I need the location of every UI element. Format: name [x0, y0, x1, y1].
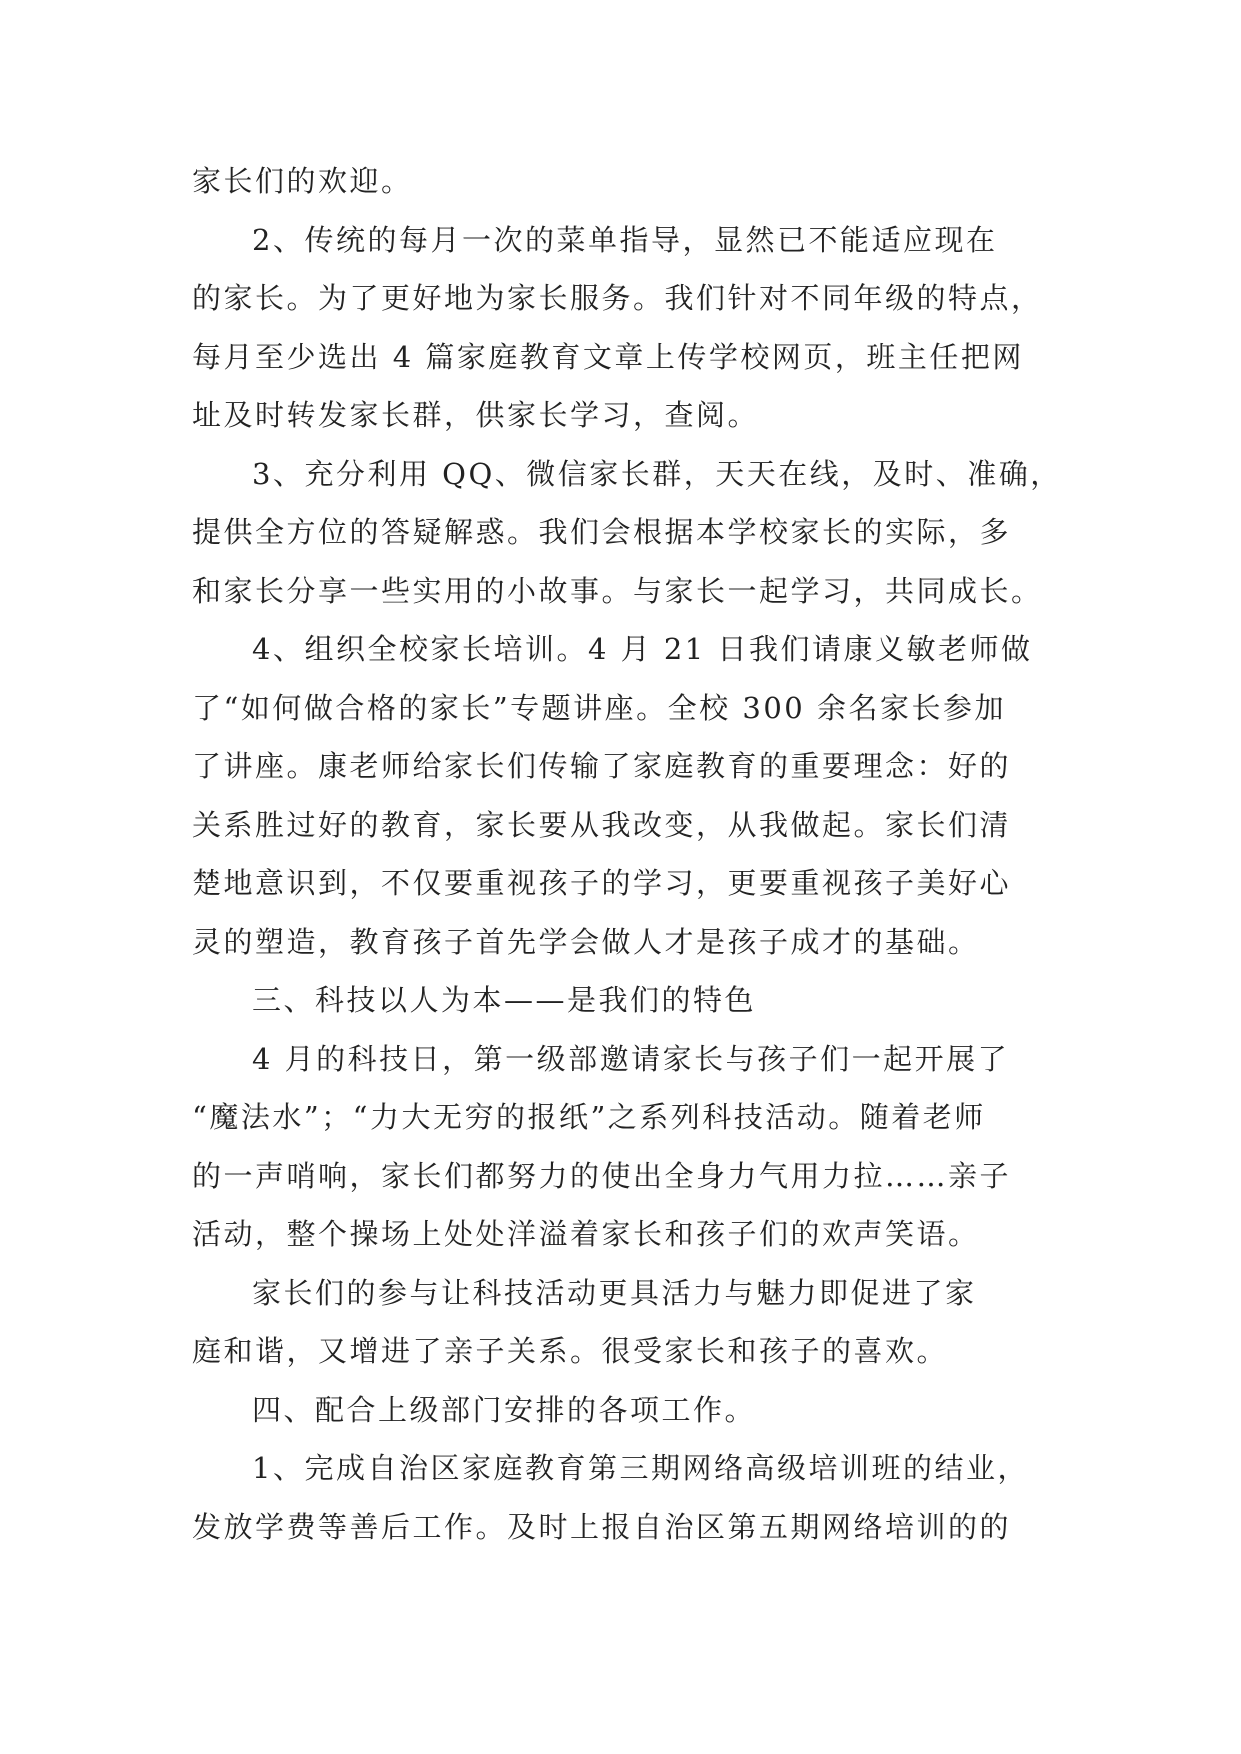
text-line: 关系胜过好的教育，家长要从我改变，从我做起。家长们清 — [192, 807, 1012, 842]
text-line: 的家长。为了更好地为家长服务。我们针对不同年级的特点， — [192, 281, 1043, 315]
document-body — [192, 152, 1062, 1556]
text-line: 了“如何做合格的家长”专题讲座。全校 300 余名家长参加 — [192, 690, 1006, 725]
text-line: 庭和谐，又增进了亲子关系。很受家长和孩子的喜欢。 — [192, 1334, 949, 1368]
text-line: 4、组织全校家长培训。4 月 21 日我们请康义敏老师做 — [252, 632, 1033, 666]
section-heading: 三、科技以人为本——是我们的特色 — [252, 983, 757, 1017]
section-heading: 四、配合上级部门安排的各项工作。 — [252, 1392, 757, 1427]
text-line: 提供全方位的答疑解惑。我们会根据本学校家长的实际，多 — [192, 515, 1012, 549]
text-line: 活动，整个操场上处处洋溢着家长和孩子们的欢声笑语。 — [192, 1217, 980, 1251]
text-line: 灵的塑造，教育孩子首先学会做人才是孩子成才的基础。 — [192, 924, 980, 959]
text-line: “魔法水”；“力大无穷的报纸”之系列科技活动。随着老师 — [192, 1100, 986, 1134]
text-line: 发放学费等善后工作。及时上报自治区第五期网络培训的的 — [192, 1509, 1012, 1544]
text-line: 2、传统的每月一次的菜单指导，显然已不能适应现在 — [252, 222, 998, 257]
text-line: 4 月的科技日，第一级部邀请家长与孩子们一起开展了 — [252, 1041, 1010, 1076]
text-line: 了讲座。康老师给家长们传输了家庭教育的重要理念：好的 — [192, 749, 1012, 783]
text-line: 1、完成自治区家庭教育第三期网络高级培训班的结业， — [252, 1451, 1029, 1485]
text-line: 址及时转发家长群，供家长学习，查阅。 — [192, 398, 760, 432]
text-line: 楚地意识到，不仅要重视孩子的学习，更要重视孩子美好心 — [192, 866, 1012, 900]
text-line: 和家长分享一些实用的小故事。与家长一起学习，共同成长。 — [192, 573, 1043, 608]
text-line: 3、充分利用 QQ、微信家长群，天天在线，及时、准确， — [252, 456, 1062, 491]
text-line: 家长们的参与让科技活动更具活力与魅力即促进了家 — [252, 1275, 977, 1310]
text-line: 每月至少选出 4 篇家庭教育文章上传学校网页，班主任把网 — [192, 339, 1024, 374]
text-line: 家长们的欢迎。 — [192, 164, 413, 198]
text-line: 的一声哨响，家长们都努力的使出全身力气用力拉……亲子 — [192, 1158, 1012, 1193]
